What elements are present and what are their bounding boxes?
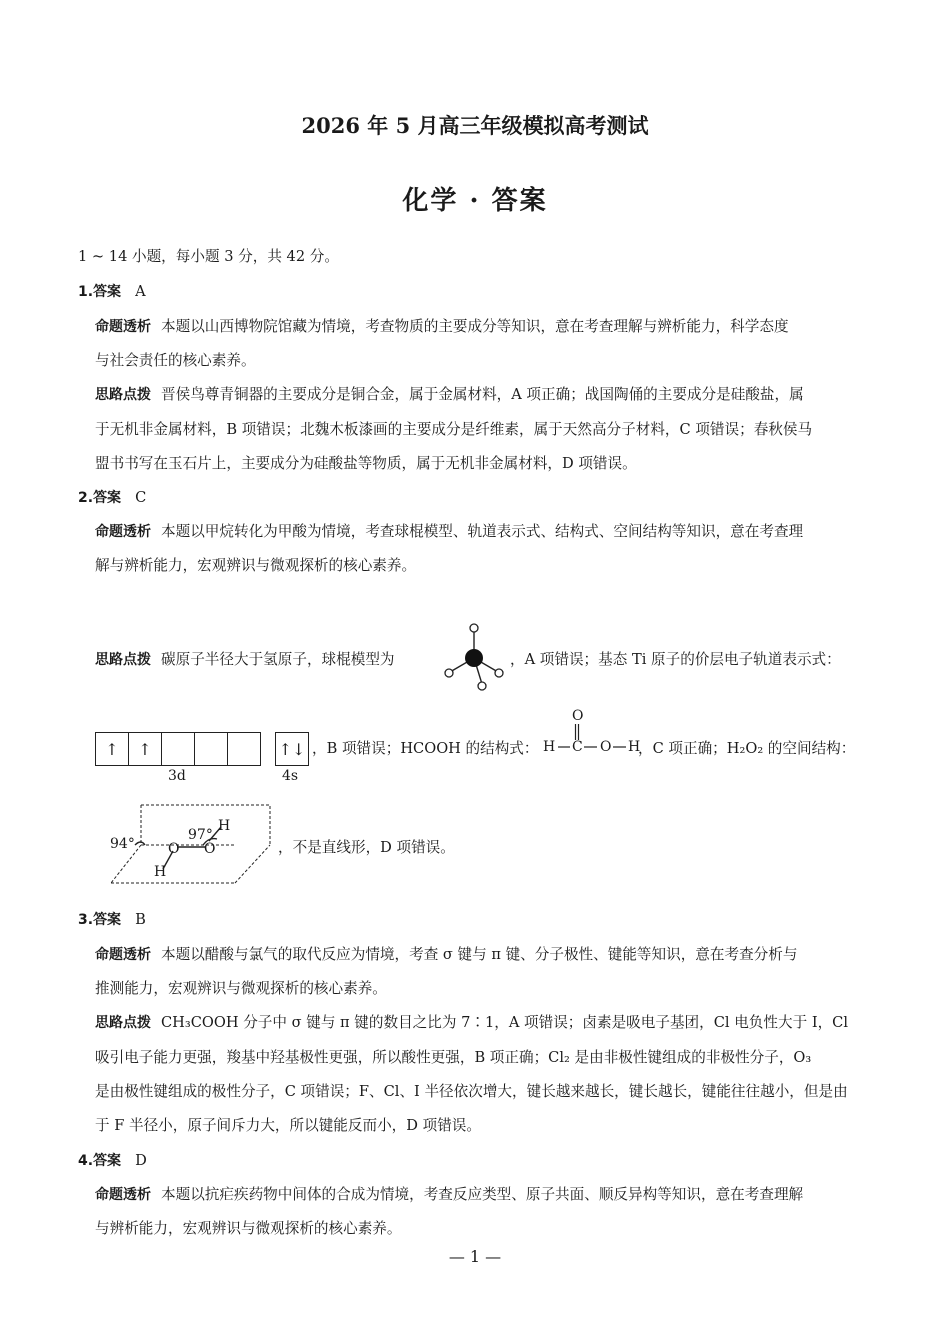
q3-intent-line1	[95, 945, 797, 965]
orbital-4s-label: 4s	[282, 768, 299, 784]
q3-answer-line	[78, 910, 146, 930]
q1-answer: A	[135, 283, 146, 300]
q1-hint-line3: 盟书书写在玉石片上，主要成分为硅酸盐等物质，属于无机非金属材料，D 项错误。	[95, 455, 637, 472]
orbital-3d-boxes	[95, 732, 261, 766]
hcooh-top-o: O	[572, 708, 584, 724]
hcooh-o2: O	[600, 739, 612, 755]
q3-intent-text1: 本题以醋酸与氯气的取代反应为情境，考查 σ 键与 π 键、分子极性、键能等知识，意在考查分析与	[161, 946, 798, 963]
q3-intent-label: 命题透析	[95, 947, 151, 963]
q1-hint-label: 思路点拨	[95, 387, 151, 403]
score-intro: 1 ~ 14 小题，每小题 3 分，共 42 分。	[78, 248, 339, 265]
orbital-3d-box-3	[162, 733, 195, 765]
q3-hint-line3: 是由极性键组成的极性分子，C 项错误；F、Cl、I 半径依次增大，键长越来越长，键长越长，键能往往越小，但是由	[95, 1083, 848, 1100]
h2o2-angle-97: 97°	[188, 827, 213, 843]
h2o2-angle-94: 94°	[110, 836, 135, 852]
q1-intent-label: 命题透析	[95, 319, 151, 335]
q4-number: 4.	[78, 1153, 94, 1169]
page-number: — 1 —	[448, 1247, 502, 1266]
subject-title: 化学 · 答案	[402, 186, 548, 216]
q3-hint-label: 思路点拨	[95, 1015, 151, 1031]
q2-hint-line2b: ，C 项正确；H₂O₂ 的空间结构：	[638, 740, 856, 757]
q3-hint-line2: 吸引电子能力更强，羧基中羟基极性更强，所以酸性更强，B 项正确；Cl₂ 是由非极性键组成的非极性分子，O₃	[95, 1049, 812, 1066]
q1-answer-label: 答案	[93, 284, 122, 300]
q2-intent-text1: 本题以甲烷转化为甲酸为情境，考查球棍模型、轨道表示式、结构式、空间结构等知识，意在考查理	[161, 523, 804, 540]
q2-hint-line1b: ，A 项错误；基态 Ti 原子的价层电子轨道表示式：	[510, 651, 841, 668]
q3-intent-line2: 推测能力，宏观辨识与微观探析的核心素养。	[95, 980, 387, 997]
q4-intent-text1: 本题以抗疟疾药物中间体的合成为情境，考查反应类型、原子共面、顺反异构等知识，意在考查理解	[161, 1186, 804, 1203]
q2-hint-text-a: 碳原子半径大于氢原子，球棍模型为	[161, 651, 395, 668]
q2-number: 2.	[78, 490, 94, 506]
q3-hint-text1: CH₃COOH 分子中 σ 键与 π 键的数目之比为 7∶1，A 项错误；卤素是吸电子基团，Cl 电负性大于 I，Cl	[161, 1014, 849, 1031]
q1-answer-line	[78, 282, 146, 302]
q2-intent-line1	[95, 522, 803, 542]
q3-answer-label: 答案	[93, 912, 122, 928]
q2-hint-line3: ，不是直线形，D 项错误。	[278, 839, 455, 856]
orbital-3d-box-1: ↑	[96, 733, 129, 765]
q1-hint-line2: 于无机非金属材料，B 项错误；北魏木板漆画的主要成分是纤维素，属于天然高分子材料，C 项错误；春秋侯马	[95, 421, 813, 438]
h2o2-o2: O	[204, 841, 216, 857]
q1-intent-text1: 本题以山西博物院馆藏为情境，考查物质的主要成分等知识，意在考查理解与辨析能力，科学态度	[161, 318, 789, 335]
q2-hint-label: 思路点拨	[95, 652, 151, 668]
hcooh-c: C	[572, 739, 583, 755]
q2-hint-line1a	[95, 650, 395, 670]
q3-hint-line4: 于 F 半径小，原子间斥力大，所以键能反而小，D 项错误。	[95, 1117, 481, 1134]
orbital-4s-box-1: ↑↓	[278, 739, 306, 759]
q2-answer: C	[135, 489, 147, 506]
q2-answer-line	[78, 488, 146, 508]
orbital-3d-label: 3d	[168, 768, 186, 784]
q1-intent-line1	[95, 317, 789, 337]
q4-answer-line	[78, 1151, 147, 1171]
q2-answer-label: 答案	[93, 490, 122, 506]
q4-intent-line2: 与辨析能力，宏观辨识与微观探析的核心素养。	[95, 1220, 402, 1237]
q3-number: 3.	[78, 912, 94, 928]
h2o2-h2: H	[154, 864, 167, 880]
h2o2-h1: H	[218, 818, 231, 834]
exam-title: 2026 年 5 月高三年级模拟高考测试	[301, 113, 649, 138]
orbital-3d-box-4	[195, 733, 228, 765]
q2-intent-line2: 解与辨析能力，宏观辨识与微观探析的核心素养。	[95, 557, 417, 574]
q4-answer: D	[135, 1152, 147, 1169]
hcooh-h1: H	[543, 739, 556, 755]
orbital-3d-box-5	[228, 733, 260, 765]
q4-intent-label: 命题透析	[95, 1187, 151, 1203]
q1-intent-line2: 与社会责任的核心素养。	[95, 352, 256, 369]
q1-hint-line1	[95, 385, 804, 405]
orbital-4s-box	[275, 732, 309, 766]
q4-answer-label: 答案	[93, 1153, 122, 1169]
orbital-3d-box-2: ↑	[129, 733, 162, 765]
q1-number: 1.	[78, 284, 94, 300]
hcooh-h2: H	[628, 739, 641, 755]
q4-intent-line1	[95, 1185, 803, 1205]
q3-hint-line1	[95, 1013, 848, 1033]
q2-intent-label: 命题透析	[95, 524, 151, 540]
ball-and-stick-model	[440, 620, 510, 690]
q1-hint-text1: 晋侯鸟尊青铜器的主要成分是铜合金，属于金属材料，A 项正确；战国陶俑的主要成分是硅酸盐，属	[161, 386, 804, 403]
q2-hint-line2a: ，B 项错误；HCOOH 的结构式：	[312, 740, 539, 757]
h2o2-o1: O	[168, 841, 180, 857]
q3-answer: B	[135, 911, 146, 928]
